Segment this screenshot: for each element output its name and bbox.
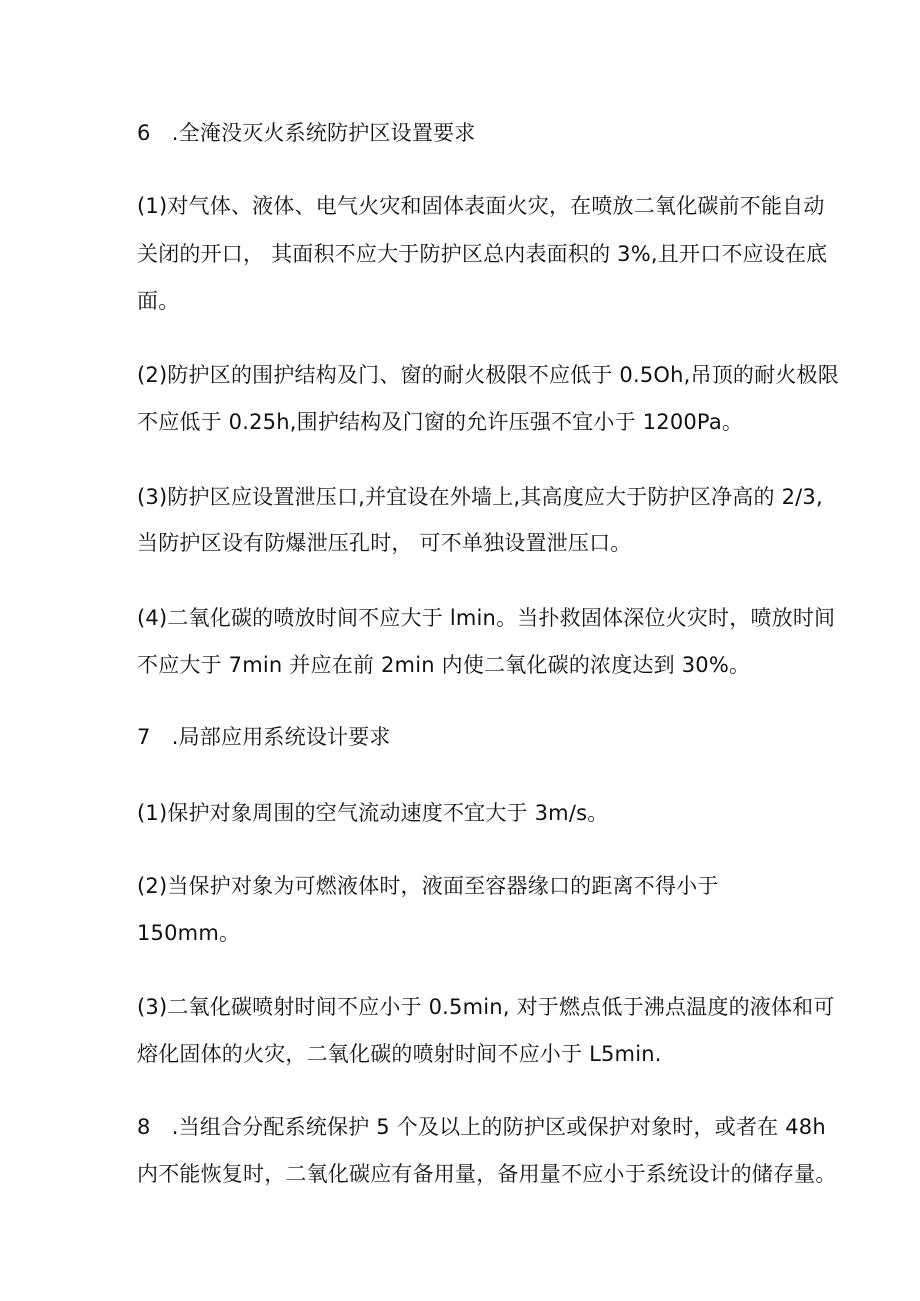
item-6-1-line-2: 关闭的开口， 其面积不应大于防护区总内表面积的 3%,且开口不应设在底 bbox=[137, 242, 828, 266]
item-6-3-line-1: (3)防护区应设置泄压口,并宜设在外墙上,其高度应大于防护区净高的 2/3, bbox=[137, 485, 823, 509]
section-8-line-1: 8 .当组合分配系统保护 5 个及以上的防护区或保护对象时，或者在 48h bbox=[137, 1115, 826, 1139]
section-6-heading: 6 .全淹没灭火系统防护区设置要求 bbox=[137, 121, 476, 145]
item-6-4-line-2: 不应大于 7min 并应在前 2min 内使二氧化碳的浓度达到 30%。 bbox=[137, 653, 751, 677]
section-8-line-2: 内不能恢复时，二氧化碳应有备用量，备用量不应小于系统设计的储存量。 bbox=[137, 1162, 837, 1186]
item-7-2-line-2: 150mm。 bbox=[137, 921, 241, 945]
item-7-3-line-1: (3)二氧化碳喷射时间不应小于 0.5min, 对于燃点低于沸点温度的液体和可 bbox=[137, 995, 835, 1019]
item-6-2-line-2: 不应低于 0.25h,围护结构及门窗的允许压强不宜小于 1200Pa。 bbox=[137, 410, 744, 434]
item-7-1-line-1: (1)保护对象周围的空气流动速度不宜大于 3m∕s。 bbox=[137, 801, 609, 825]
item-6-2-line-1: (2)防护区的围护结构及门、窗的耐火极限不应低于 0.5Oh,吊顶的耐火极限 bbox=[137, 363, 839, 387]
section-7-heading: 7 .局部应用系统设计要求 bbox=[137, 725, 391, 749]
item-6-3-line-2: 当防护区设有防爆泄压孔时， 可不单独设置泄压口。 bbox=[137, 531, 632, 555]
item-6-1-line-1: (1)对气体、液体、电气火灾和固体表面火灾，在喷放二氧化碳前不能自动 bbox=[137, 194, 825, 218]
item-6-4-line-1: (4)二氧化碳的喷放时间不应大于 lmin。当扑救固体深位火灾时，喷放时间 bbox=[137, 606, 836, 630]
item-7-3-line-2: 熔化固体的火灾，二氧化碳的喷射时间不应小于 L5min. bbox=[137, 1042, 662, 1066]
item-7-2-line-1: (2)当保护对象为可燃液体时，液面至容器缘口的距离不得小于 bbox=[137, 874, 719, 898]
item-6-1-line-3: 面。 bbox=[137, 289, 180, 313]
